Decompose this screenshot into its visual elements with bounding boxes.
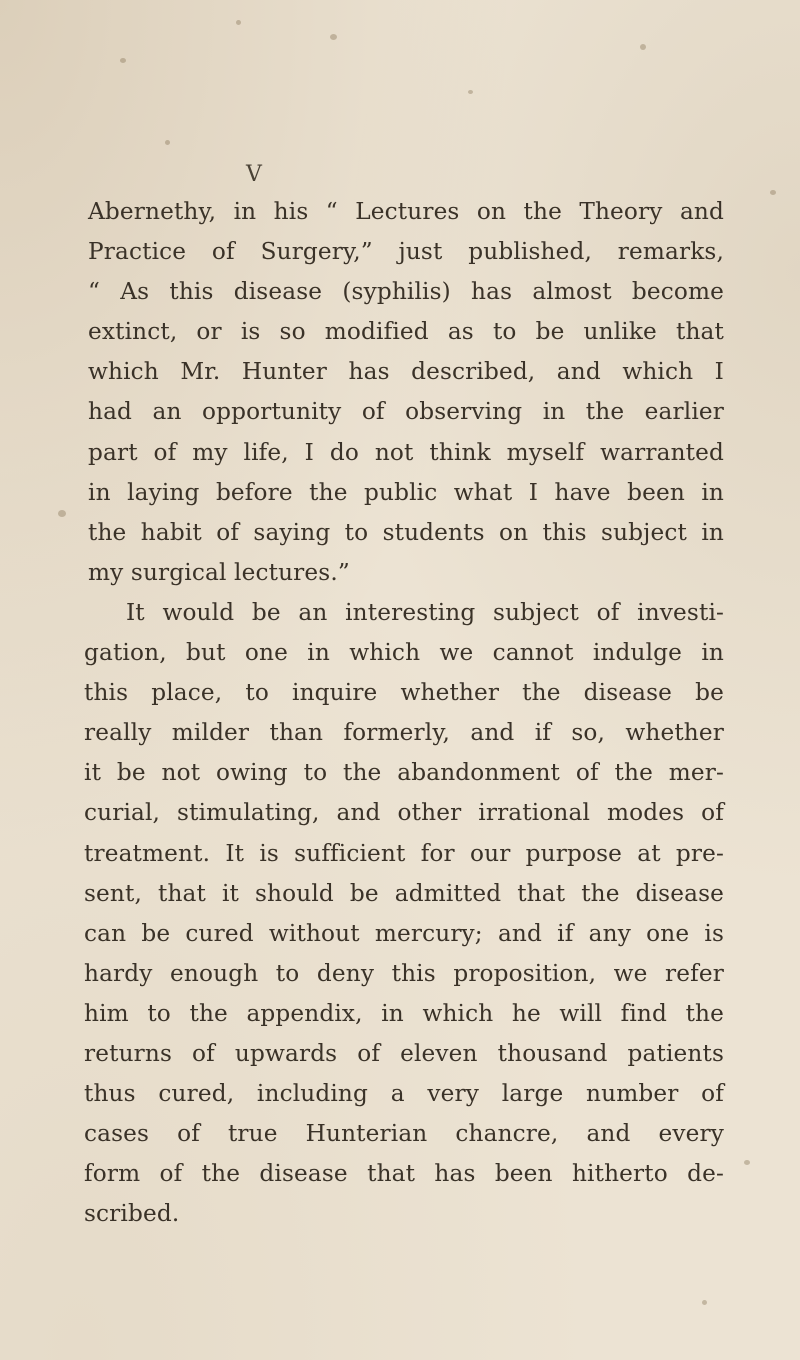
paragraph-commentary (84, 593, 724, 1235)
text-line: It would be an interesting subject of investi- (126, 598, 724, 626)
text-line: thus cured, including a very large number of (84, 1080, 724, 1108)
paper-speck (702, 1300, 707, 1305)
text-line: the habit of saying to students on this subject in (88, 518, 724, 546)
paper-speck (744, 1160, 750, 1165)
paper-speck (120, 58, 126, 63)
text-line: Practice of Surgery,” just published, remarks, (88, 238, 724, 266)
text-line: my surgical lectures.” (88, 558, 350, 586)
text-line: sent, that it should be admitted that the disease (84, 879, 724, 907)
paper-speck (330, 34, 337, 40)
text-line: it be not owing to the abandonment of the mer- (84, 759, 724, 787)
text-line: him to the appendix, in which he will find the (84, 999, 724, 1027)
paper-speck (770, 190, 776, 195)
text-line: Abernethy, in his “ Lectures on the Theory and (88, 198, 724, 225)
text-line: this place, to inquire whether the disease be (84, 679, 724, 707)
text-line: hardy enough to deny this proposition, we refer (84, 959, 724, 987)
text-line: really milder than formerly, and if so, whether (84, 719, 724, 747)
text-line: part of my life, I do not think myself warranted (88, 438, 724, 466)
text-line: had an opportunity of observing in the earlier (88, 398, 724, 426)
text-line: extinct, or is so modified as to be unlike that (88, 318, 724, 346)
text-line: “ As this disease (syphilis) has almost become (88, 278, 724, 306)
text-line: curial, stimulating, and other irrational modes of (84, 799, 724, 827)
text-line: can be cured without mercury; and if any one is (84, 919, 724, 947)
paragraph-quote (84, 192, 724, 593)
text-line: form of the disease that has been hitherto de- (84, 1160, 724, 1188)
paper-speck (165, 140, 170, 145)
text-line: gation, but one in which we cannot indulge in (84, 639, 724, 667)
text-line: scribed. (84, 1200, 180, 1228)
paper-speck (58, 510, 66, 517)
page-text (84, 192, 724, 1234)
signature-mark: V (246, 162, 262, 187)
text-line: returns of upwards of eleven thousand patients (84, 1039, 724, 1067)
text-line: which Mr. Hunter has described, and which I (88, 358, 724, 386)
text-line: cases of true Hunterian chancre, and every (84, 1120, 724, 1148)
text-line: treatment. It is sufficient for our purpose at pre- (84, 839, 724, 867)
paper-speck (640, 44, 646, 50)
text-line: in laying before the public what I have been in (88, 478, 724, 506)
paper-speck (236, 20, 241, 25)
paper-speck (468, 90, 473, 94)
